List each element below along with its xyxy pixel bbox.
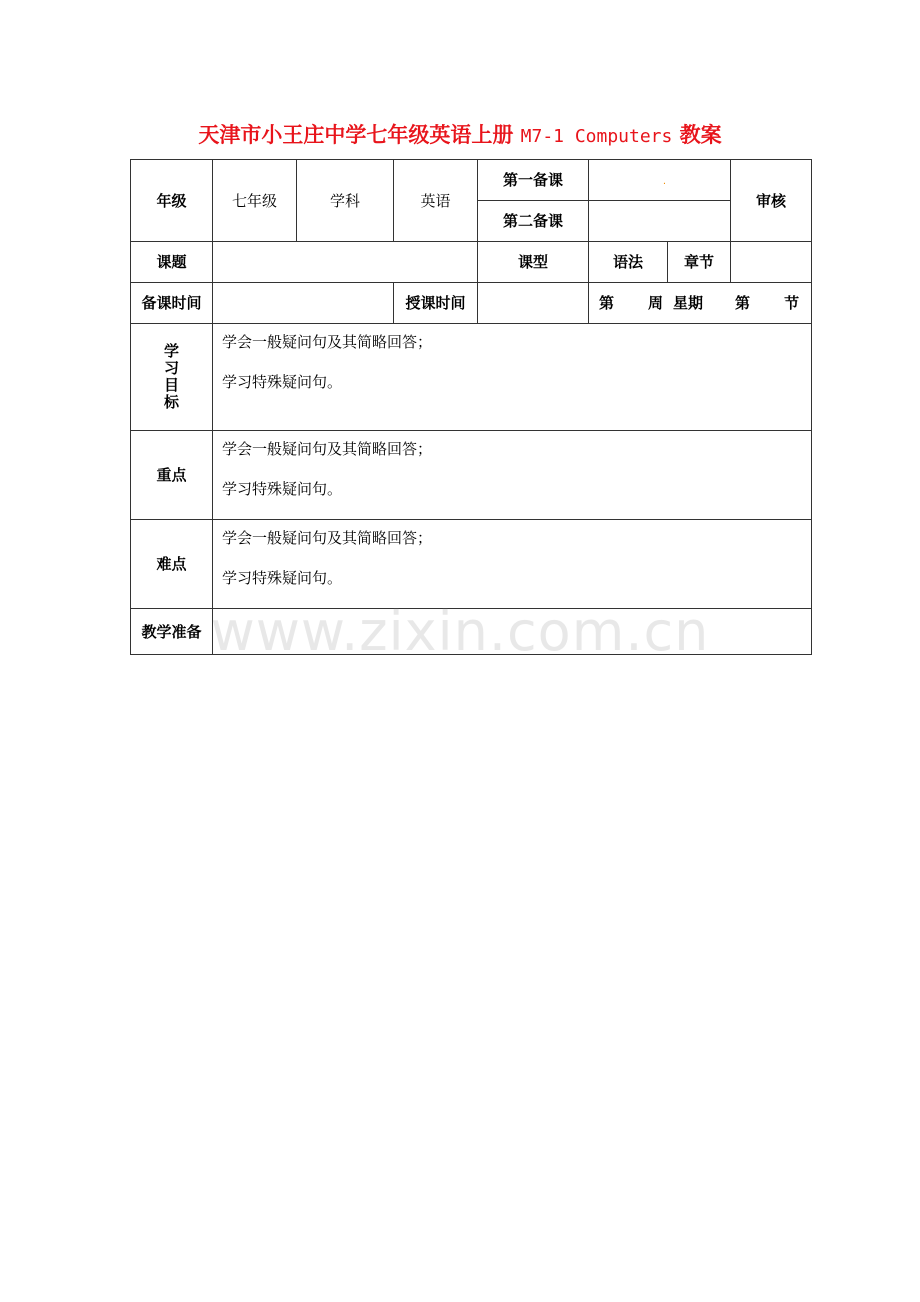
teach-time-label: 授课时间 <box>394 283 478 324</box>
first-prep-label: 第一备课 <box>478 160 589 201</box>
key-point-item: 学会一般疑问句及其简略回答； <box>222 440 433 458</box>
preparation-label: 教学准备 <box>131 609 213 655</box>
chapter-label: 章节 <box>668 242 731 283</box>
difficulties-content <box>213 520 812 609</box>
second-prep-value[interactable] <box>589 201 731 242</box>
first-prep-mark: . <box>662 175 667 187</box>
topic-value[interactable] <box>213 242 478 283</box>
prep-time-label: 备课时间 <box>131 283 213 324</box>
review-label: 审核 <box>731 160 812 242</box>
difficulty-item: 学习特殊疑问句。 <box>222 569 343 587</box>
key-points-content <box>213 431 812 520</box>
topic-label: 课题 <box>131 242 213 283</box>
title-prefix: 天津市小王庄中学七年级英语上册 <box>198 122 514 147</box>
objective-item: 学会一般疑问句及其简略回答； <box>222 333 433 351</box>
document-title <box>0 118 920 154</box>
watermark: www.zixin.com.cn <box>210 600 710 663</box>
first-prep-value[interactable] <box>589 160 731 201</box>
lesson-plan-table <box>130 159 812 655</box>
grade-label: 年级 <box>131 160 213 242</box>
subject-value: 英语 <box>394 160 478 242</box>
objectives-content <box>213 324 812 431</box>
title-code: M7-1 Computers <box>520 126 673 147</box>
second-prep-label: 第二备课 <box>478 201 589 242</box>
key-points-label: 重点 <box>131 431 213 520</box>
objective-item: 学习特殊疑问句。 <box>222 373 343 391</box>
objectives-label: 学习目标 <box>163 341 179 411</box>
difficulty-item: 学会一般疑问句及其简略回答； <box>222 529 433 547</box>
period-suffix: 节 <box>784 294 800 312</box>
key-point-item: 学习特殊疑问句。 <box>222 480 343 498</box>
difficulties-label: 难点 <box>131 520 213 609</box>
chapter-value[interactable] <box>731 242 812 283</box>
week-suffix: 周 <box>648 294 664 312</box>
weekday-label: 星期 <box>673 294 704 312</box>
objectives-label-cell <box>131 324 213 431</box>
period-prefix: 第 <box>735 294 751 312</box>
preparation-value[interactable] <box>213 609 812 655</box>
lesson-type-value: 语法 <box>589 242 668 283</box>
title-suffix: 教案 <box>679 122 722 147</box>
week-prefix: 第 <box>599 294 615 312</box>
schedule-cell <box>589 283 812 324</box>
subject-label: 学科 <box>297 160 394 242</box>
lesson-type-label: 课型 <box>478 242 589 283</box>
prep-time-value[interactable] <box>213 283 394 324</box>
grade-value: 七年级 <box>213 160 297 242</box>
teach-time-value[interactable] <box>478 283 589 324</box>
